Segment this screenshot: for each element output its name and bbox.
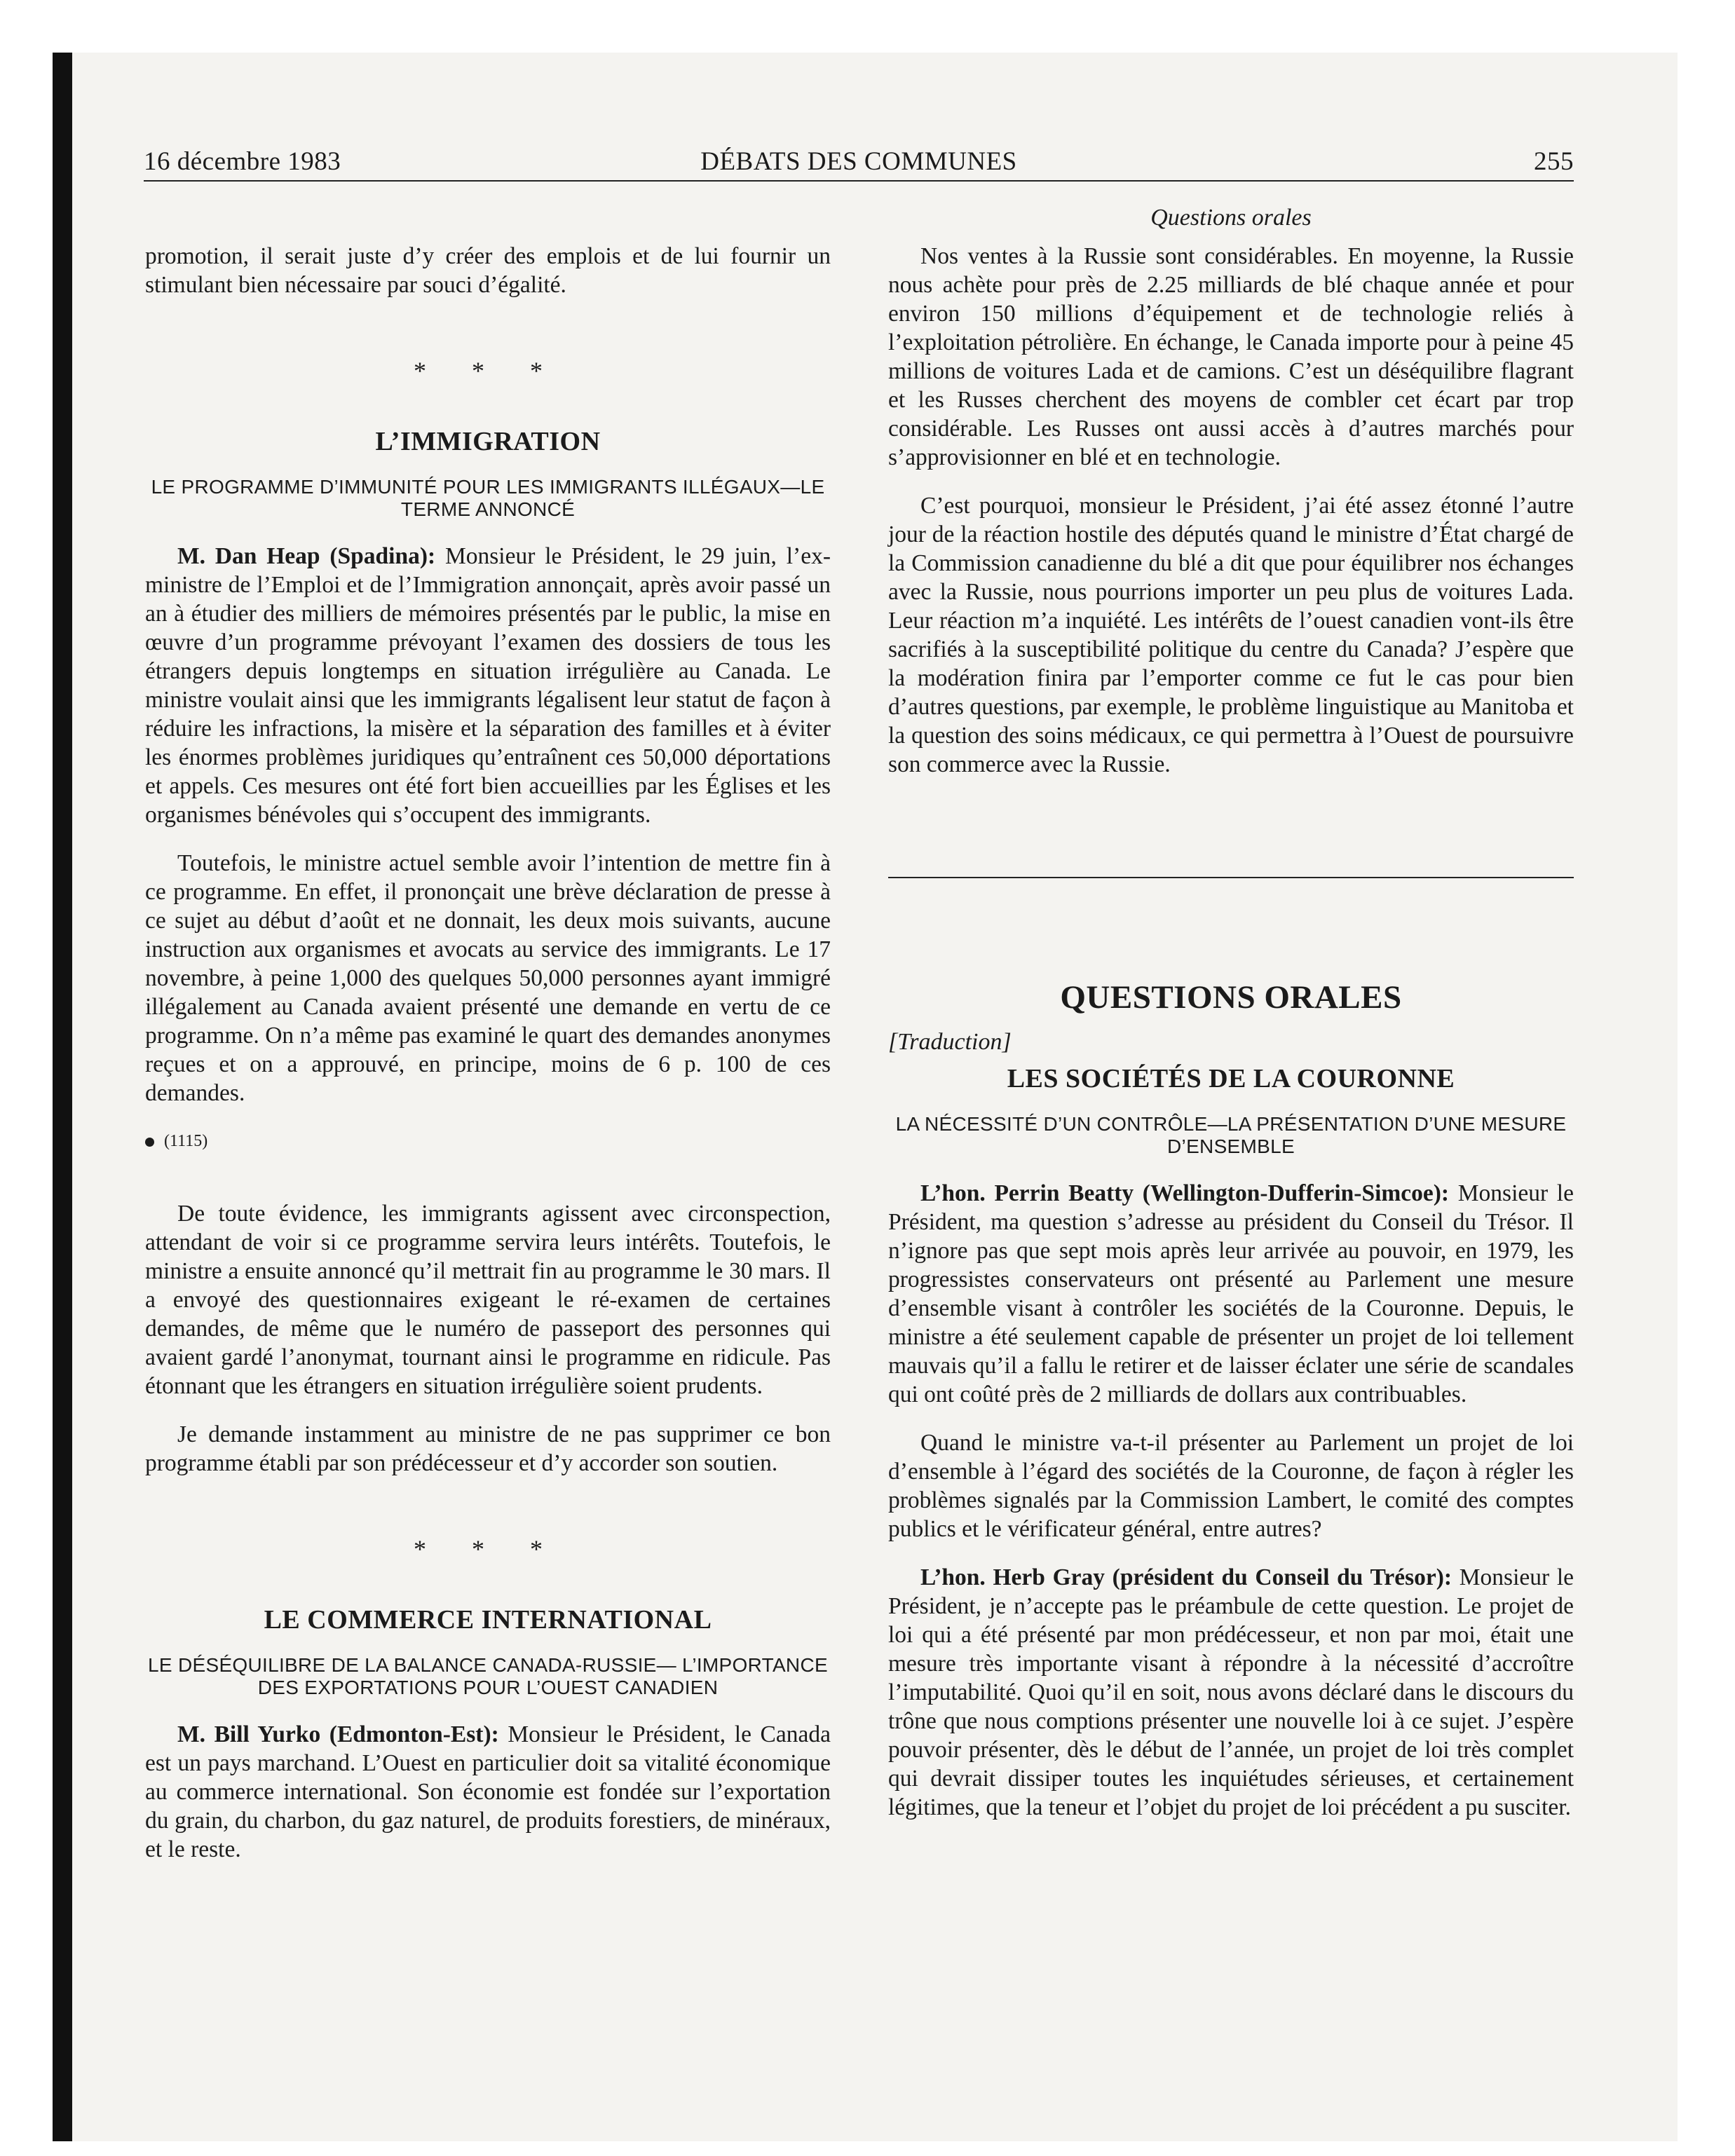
speaker-name: L’hon. Herb Gray (président du Conseil du Trésor): [920,1564,1452,1590]
paragraph: C’est pourquoi, monsieur le Président, j’ai été assez étonné l’autre jour de la réaction hostile des députés quand le ministre d’État chargé de la Commission canadienne du blé a dit que pour équilibrer nos échanges avec la Russie, nous pourrions importer un peu plus de voitures Lada. Leur réaction m’a inquiété. Les intérêts de l’ouest canadien vont-ils être sacrifiés à la susceptibilité politique du centre du Canada? J’espère que la modération finira par l’emporter comme ce fut le cas pour bien d’autres questions, par exemple, le problème linguistique au Manitoba et la question des soins médicaux, ce qui permettra à l’Ouest de poursuivre son commerce avec la Russie. [888,493,1574,777]
right-column [888,203,1574,1841]
left-column [145,242,831,1883]
time-marker [145,1127,831,1156]
section-subheading: LE PROGRAMME D’IMMUNITÉ POUR LES IMMIGRANTS ILLÉGAUX—LE TERME ANNONCÉ [151,476,825,520]
header-page-number: 255 [1534,147,1574,176]
paragraph [888,1563,1574,1822]
speaker-name: M. Bill Yurko (Edmonton-Est): [177,1721,499,1747]
paragraph: Toutefois, le ministre actuel semble avoir l’intention de mettre fin à ce programme. En effet, il prononçait une brève déclaration de presse à ce sujet au début d’août et ne donnait, les deux mois suivants, aucune instruction aux organismes et avocats au service des immigrants. Le 17 novembre, à peine 1,000 des quelques 50,000 personnes ayant immigré illégalement au Canada avaient présenté une demande en vertu de ce programme. On n’a même pas examiné le quart des demandes anonymes reçues et on a approuvé, en principe, moins de 6 p. 100 de ces demandes. [145,850,831,1106]
scan-edge [53,53,72,2141]
speech-text: Monsieur le Président, le Canada est un pays marchand. L’Ouest en particulier doit sa vitalité économique au commerce international. Son économie est fondée sur l’exportation du grain, du charbon, du gaz naturel, de produits forestiers, de minéraux, et le reste. [145,1721,831,1862]
section-subheading: LA NÉCESSITÉ D’UN CONTRÔLE—LA PRÉSENTATION D’UNE MESURE D’ENSEMBLE [895,1113,1567,1157]
paragraph: promotion, il serait juste d’y créer des emplois et de lui fournir un stimulant bien nécessaire par souci d’égalité. [145,243,831,298]
paragraph: Je demande instamment au ministre de ne pas supprimer ce bon programme établi par son prédécesseur et d’y accorder son soutien. [145,1421,831,1476]
section-heading: LE COMMERCE INTERNATIONAL [264,1605,712,1635]
paragraph [145,542,831,829]
section-heading: L’IMMIGRATION [375,427,601,456]
paragraph: Nos ventes à la Russie sont considérables. En moyenne, la Russie nous achète pour près de 2.25 milliards de blé chaque année et pour environ 150 millions d’équipement et de technologie reliés à l’exploitation pétrolière. En échange, le Canada importe pour à peine 45 millions de voitures Lada et de camions. C’est un déséquilibre flagrant et les Russes cherchent des moyens de combler cet écart par trop considérable. Les Russes ont aussi accès à d’autres marchés pour s’approvisionner en blé et en technologie. [888,243,1574,470]
speaker-name: M. Dan Heap (Spadina): [177,543,436,569]
section-heading: LES SOCIÉTÉS DE LA COURONNE [1007,1064,1455,1093]
paragraph [145,1720,831,1864]
running-head: Questions orales [1150,205,1312,231]
speech-text: Monsieur le Président, le 29 juin, l’ex-ministre de l’Emploi et de l’Immigration annonçait, après avoir passé un an à étudier des milliers de mémoires présentés par le public, la mise en œuvre d’un programme prévoyant l’examen des dossiers de tous les étrangers depuis longtemps en situation irrégulière au Canada. Le ministre voulait ainsi que les immigrants légalisent leur statut de façon à réduire les infractions, la misère et la séparation des familles et à éviter les énormes problèmes juridiques qu’entraînent ces 50,000 déportations et appels. Ces mesures ont été fort bien accueillies par les Églises et les organismes bénévoles qui s’occupent des immigrants. [145,543,831,828]
speaker-name: L’hon. Perrin Beatty (Wellington-Dufferin-Simcoe): [920,1180,1450,1206]
page-header [144,144,1574,182]
part-heading: QUESTIONS ORALES [1060,979,1402,1016]
bullet-icon [145,1138,154,1147]
section-separator: * * * [414,1535,562,1563]
paragraph: Quand le ministre va-t-il présenter au Parlement un projet de loi d’ensemble à l’égard des sociétés de la Couronne, de façon à régler les problèmes signalés par la Commission Lambert, le comité des comptes publics et le vérificateur général, entre autres? [888,1430,1574,1542]
header-date: 16 décembre 1983 [144,147,341,176]
speech-text: Monsieur le Président, ma question s’adresse au président du Conseil du Trésor. Il n’ignore pas que sept mois après leur arrivée au pouvoir, en 1979, les progressistes conservateurs ont présenté au Parlement une mesure d’ensemble visant à contrôler les sociétés de la Couronne. Depuis, le ministre a été seulement capable de présenter un projet de loi tellement mauvais qu’il a fallu le retirer et de laisser éclater une série de scandales qui ont coûté près de 2 milliards de dollars aux contribuables. [888,1180,1574,1407]
speech-text: Monsieur le Président, je n’accepte pas le préambule de cette question. Le projet de loi qui a été présenté par mon prédécesseur, et non par moi, était une mesure très importante visant à répondre à la nécessité d’accroître l’imputabilité. Quoi qu’il en soit, nous avons déclaré dans le discours du trône que nous comptions présenter une nouvelle loi à ce sujet. J’espère pouvoir présenter, dès le début de l’année, un projet de loi très complet qui devrait dissiper toutes les inquiétudes sérieuses, et certainement légitimes, que la teneur et l’objet du projet de loi précédent a pu susciter. [888,1564,1574,1820]
section-subheading: LE DÉSÉQUILIBRE DE LA BALANCE CANADA-RUSSIE— L’IMPORTANCE DES EXPORTATIONS POUR L’OUEST CANADIEN [148,1654,828,1698]
section-separator: * * * [414,357,562,385]
paragraph: De toute évidence, les immigrants agissent avec circonspection, attendant de voir si ce programme servira leurs intérêts. Toutefois, le ministre a ensuite annoncé qu’il mettrait fin au programme le 30 mars. Il a envoyé des questionnaires exigeant le ré-examen de certaines demandes, de même que le numéro de passeport des personnes qui avaient gardé l’anonymat, tournant ainsi le programme en ridicule. Pas étonnant que les étrangers en situation irrégulière soient prudents. [145,1201,831,1399]
paragraph [888,1179,1574,1409]
header-title: DÉBATS DES COMMUNES [700,147,1017,176]
divider [888,877,1574,878]
translation-note: [Traduction] [888,1029,1012,1055]
time-marker-text: (1115) [164,1132,208,1150]
